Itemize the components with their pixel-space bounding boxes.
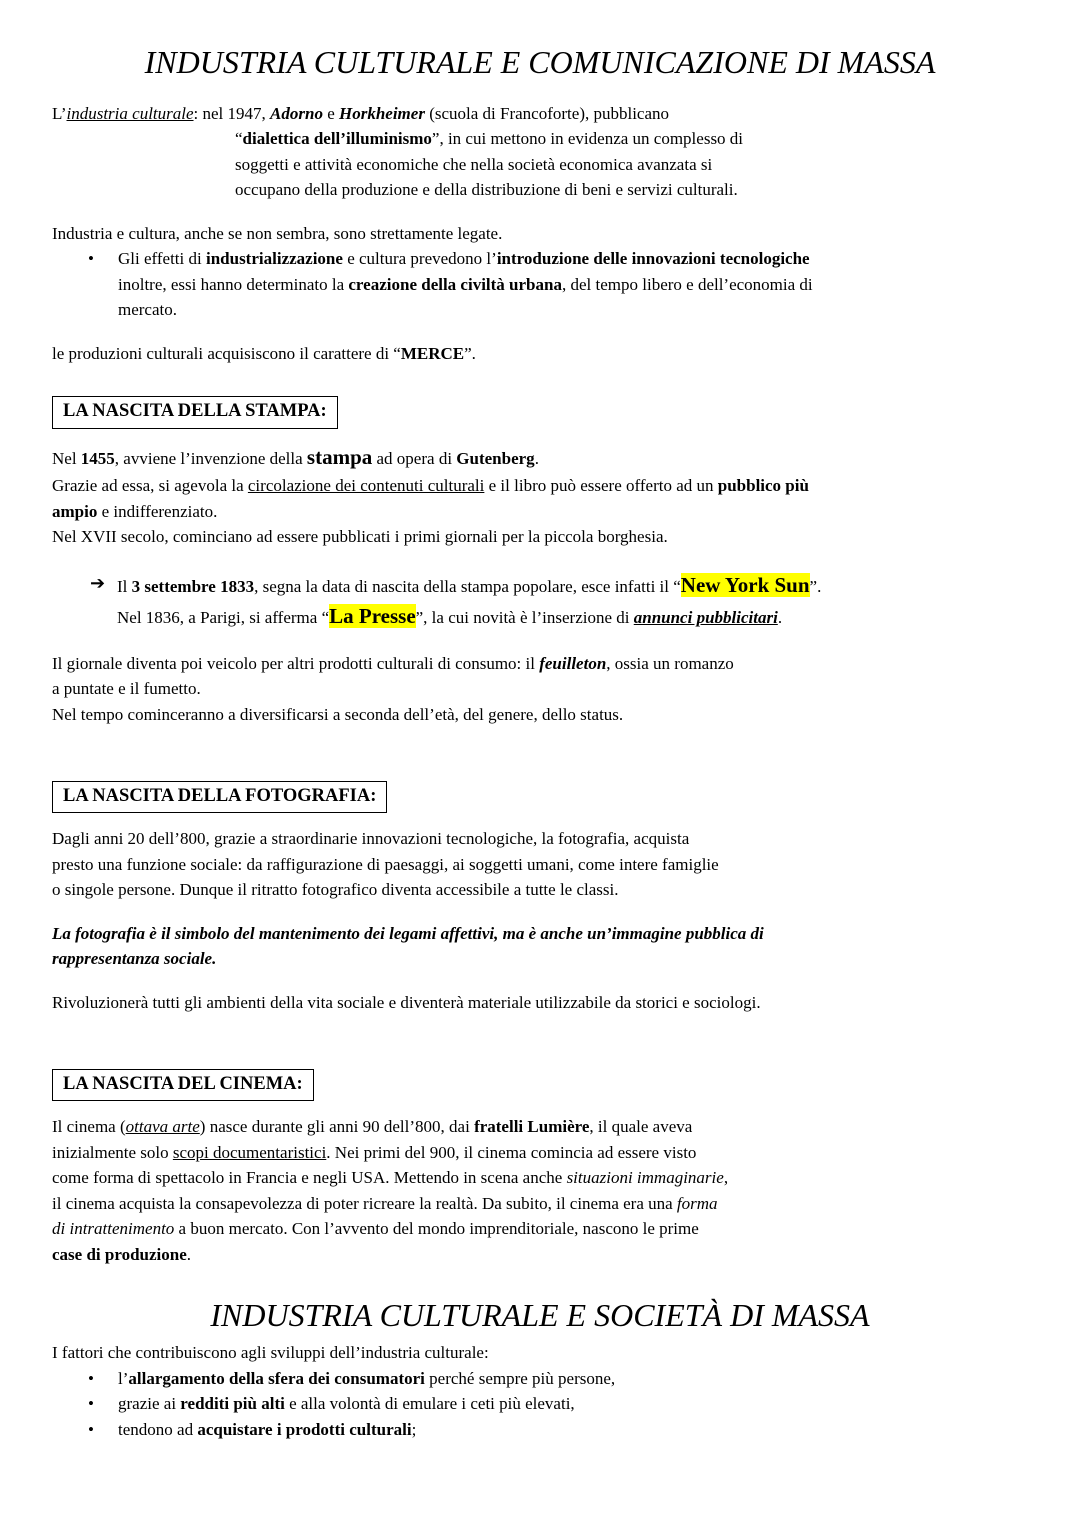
text-run: e: [322, 103, 339, 123]
text-run: . Nei primi del 900, il cinema comincia ad essere visto: [326, 1142, 697, 1162]
text-run: Il giornale diventa poi veicolo per altri prodotti culturali di consumo: il: [52, 653, 540, 673]
text-run: ”.: [464, 343, 476, 363]
section-heading-text: [52, 781, 387, 813]
text-run: soggetti e attività economiche che nella società economica avanzata si: [235, 154, 713, 174]
text-run: di intrattenimento: [52, 1219, 175, 1239]
text-run: stampa: [306, 444, 373, 469]
text-run: annunci pubblicitari: [633, 608, 778, 627]
text-run: mercato.: [118, 300, 177, 320]
bullet-marker-icon: •: [88, 249, 94, 269]
section-heading-text: [52, 396, 338, 428]
text-run: Horkheimer: [339, 103, 425, 123]
text-run: a puntate e il fumetto.: [52, 679, 201, 698]
item-text: [117, 570, 1028, 633]
item-text: [118, 1417, 1028, 1443]
text-run: ;: [411, 1419, 417, 1439]
item-text: [118, 246, 1028, 323]
text-run: LA NASCITA DELLA FOTOGRAFIA:: [63, 786, 377, 806]
bullet-marker-icon: •: [88, 1419, 94, 1439]
text-run: 1455: [80, 448, 115, 468]
item-text: [118, 1391, 1028, 1417]
text-run: Il: [117, 576, 132, 596]
text-run: .: [777, 608, 783, 627]
text-run: L’: [52, 103, 67, 123]
text-run: .: [534, 448, 539, 468]
bullet-marker-icon: •: [88, 1368, 94, 1388]
text-run: inizialmente solo: [52, 1142, 173, 1162]
text-run: ”, in cui mettono in evidenza un complesso di: [431, 129, 744, 149]
text-run: 3 settembre 1833: [131, 576, 255, 596]
fotografia-simbolo: [52, 921, 1028, 972]
highlighted-text: New York Sun: [680, 572, 810, 597]
heading-fotografia: [52, 781, 1028, 813]
intro-line: [52, 101, 1028, 127]
bullet-marker-icon: •: [88, 1394, 94, 1414]
text-run: il cinema acquista la consapevolezza di poter ricreare la realtà. Da subito, il cinema era una: [52, 1193, 677, 1213]
text-run: fratelli Lumière: [474, 1117, 590, 1137]
text-run: circolazione dei contenuti culturali: [247, 476, 485, 495]
text-run: come forma di spettacolo in Francia e negli USA. Mettendo in scena anche: [52, 1168, 567, 1188]
text-run: allargamento della sfera dei consumatori: [128, 1368, 425, 1388]
text-run: ,: [723, 1168, 729, 1188]
text-run: “: [235, 129, 243, 149]
text-run: case di produzione: [52, 1244, 187, 1264]
text-run: Nel tempo cominceranno a diversificarsi a seconda dell’età, del genere, dello status.: [52, 704, 624, 724]
text-run: presto una funzione sociale: da raffigurazione di paesaggi, ai soggetti umani, come intere famiglie: [52, 854, 719, 874]
text-run: , del tempo libero e dell’economia di: [561, 274, 813, 294]
item-text: [118, 1366, 1028, 1392]
text-run: MERCE: [400, 343, 465, 363]
text-run: dialettica dell’illuminismo: [242, 129, 432, 149]
text-run: acquistare i prodotti culturali: [197, 1419, 412, 1439]
text-run: ampio: [52, 501, 98, 521]
text-run: occupano della produzione e della distribuzione di beni e servizi culturali.: [235, 180, 738, 200]
effetti-bullet: [52, 246, 1028, 323]
highlighted-text: La Presse: [329, 604, 416, 628]
giornale-veicolo: [52, 651, 1028, 728]
text-run: feuilleton: [539, 653, 607, 673]
text-run: , segna la data di nascita della stampa popolare, esce infatti il “: [254, 576, 681, 596]
section-society: [52, 1340, 1028, 1442]
fotografia-rivoluzione: [52, 990, 1028, 1016]
fattori-bullet-1: [52, 1366, 1028, 1392]
industria-cultura-line: [52, 221, 1028, 247]
text-run: .: [186, 1244, 192, 1264]
text-run: Nel: [52, 448, 81, 468]
text-run: industria culturale: [66, 103, 194, 123]
text-run: ”.: [809, 576, 822, 596]
text-run: LA NASCITA DELLA STAMPA:: [63, 401, 327, 422]
fattori-bullet-2: [52, 1391, 1028, 1417]
text-run: , ossia un romanzo: [606, 653, 734, 673]
text-run: perché sempre più persone,: [424, 1368, 616, 1388]
text-run: e alla volontà di emulare i ceti più elevati,: [284, 1394, 575, 1414]
text-run: ad opera di: [372, 448, 457, 468]
fattori-bullet-3: [52, 1417, 1028, 1443]
text-run: e il libro può essere offerto ad un: [484, 476, 718, 495]
fattori-intro: [52, 1340, 1028, 1366]
text-run: LA NASCITA DEL CINEMA:: [63, 1074, 303, 1095]
text-run: scopi documentaristici: [172, 1142, 327, 1162]
text-run: Nel XVII secolo, cominciano ad essere pubblicati i primi giornali per la piccola borghesia.: [52, 527, 668, 546]
fotografia-para: [52, 826, 1028, 903]
secondary-title: INDUSTRIA CULTURALE E SOCIETÀ DI MASSA: [210, 1297, 870, 1334]
text-run: Gutenberg: [456, 448, 535, 468]
text-run: Industria e cultura, anche se non sembra, sono strettamente legate.: [52, 223, 503, 243]
text-run: inoltre, essi hanno determinato la: [118, 274, 349, 294]
text-run: La fotografia è il simbolo del mantenimento dei legami affettivi, ma è anche un’immagine pubblica di: [52, 923, 764, 943]
text-run: Nel 1836, a Parigi, si afferma “: [117, 608, 330, 627]
stampa-1455: [52, 442, 1028, 474]
text-run: forma: [676, 1193, 718, 1213]
text-run: : nel 1947,: [193, 103, 271, 123]
text-run: ottava arte: [125, 1117, 200, 1137]
merce-line: [52, 341, 1028, 367]
text-run: pubblico più: [717, 476, 809, 495]
text-run: e indifferenziato.: [97, 501, 218, 521]
intro-indent: [235, 126, 1028, 203]
text-run: tendono ad: [118, 1419, 198, 1439]
text-run: introduzione delle innovazioni tecnologiche: [496, 249, 810, 269]
text-run: l’: [118, 1368, 129, 1388]
text-run: Gli effetti di: [118, 249, 206, 269]
text-run: Il cinema (: [52, 1117, 126, 1137]
text-run: I fattori che contribuiscono agli sviluppi dell’industria culturale:: [52, 1343, 489, 1363]
text-run: rappresentanza sociale.: [52, 949, 217, 969]
text-run: Rivoluzionerà tutti gli ambienti della vita sociale e diventerà materiale utilizzabile da storici e sociologi.: [52, 992, 761, 1012]
text-run: le produzioni culturali acquisiscono il carattere di “: [52, 343, 401, 363]
cinema-para: [52, 1114, 1028, 1267]
stampa-circolazione: [52, 473, 1028, 524]
arrow-marker-icon: ➔: [90, 572, 106, 593]
heading-stampa: [52, 396, 1028, 428]
text-run: o singole persone. Dunque il ritratto fotografico diventa accessibile a tutte le classi.: [52, 880, 619, 900]
stampa-popolare-item: [52, 570, 1028, 633]
text-run: redditi più alti: [180, 1394, 285, 1414]
heading-cinema: [52, 1069, 1028, 1101]
text-run: creazione della civiltà urbana: [348, 274, 562, 294]
text-run: , avviene l’invenzione della: [114, 448, 307, 468]
main-title: INDUSTRIA CULTURALE E COMUNICAZIONE DI MASSA: [144, 44, 936, 80]
text-run: , il quale aveva: [589, 1117, 693, 1137]
text-run: a buon mercato. Con l’avvento del mondo imprenditoriale, nascono le prime: [174, 1219, 699, 1239]
text-run: Adorno: [270, 103, 323, 123]
section-heading-text: [52, 1069, 314, 1101]
text-run: industrializzazione: [205, 249, 343, 269]
stampa-giornali: [52, 524, 1028, 550]
text-run: ) nasce durante gli anni 90 dell’800, dai: [199, 1117, 475, 1137]
text-run: Grazie ad essa, si agevola la: [52, 476, 248, 495]
text-run: grazie ai: [118, 1394, 181, 1414]
section-communication: [52, 101, 1028, 1267]
text-run: ”, la cui novità è l’inserzione di: [415, 608, 634, 627]
text-run: e cultura prevedono l’: [342, 249, 497, 269]
text-run: situazioni immaginarie: [566, 1168, 724, 1188]
text-run: Dagli anni 20 dell’800, grazie a straordinarie innovazioni tecnologiche, la fotografia, acquista: [52, 829, 690, 849]
text-run: (scuola di Francoforte), pubblicano: [424, 103, 670, 123]
